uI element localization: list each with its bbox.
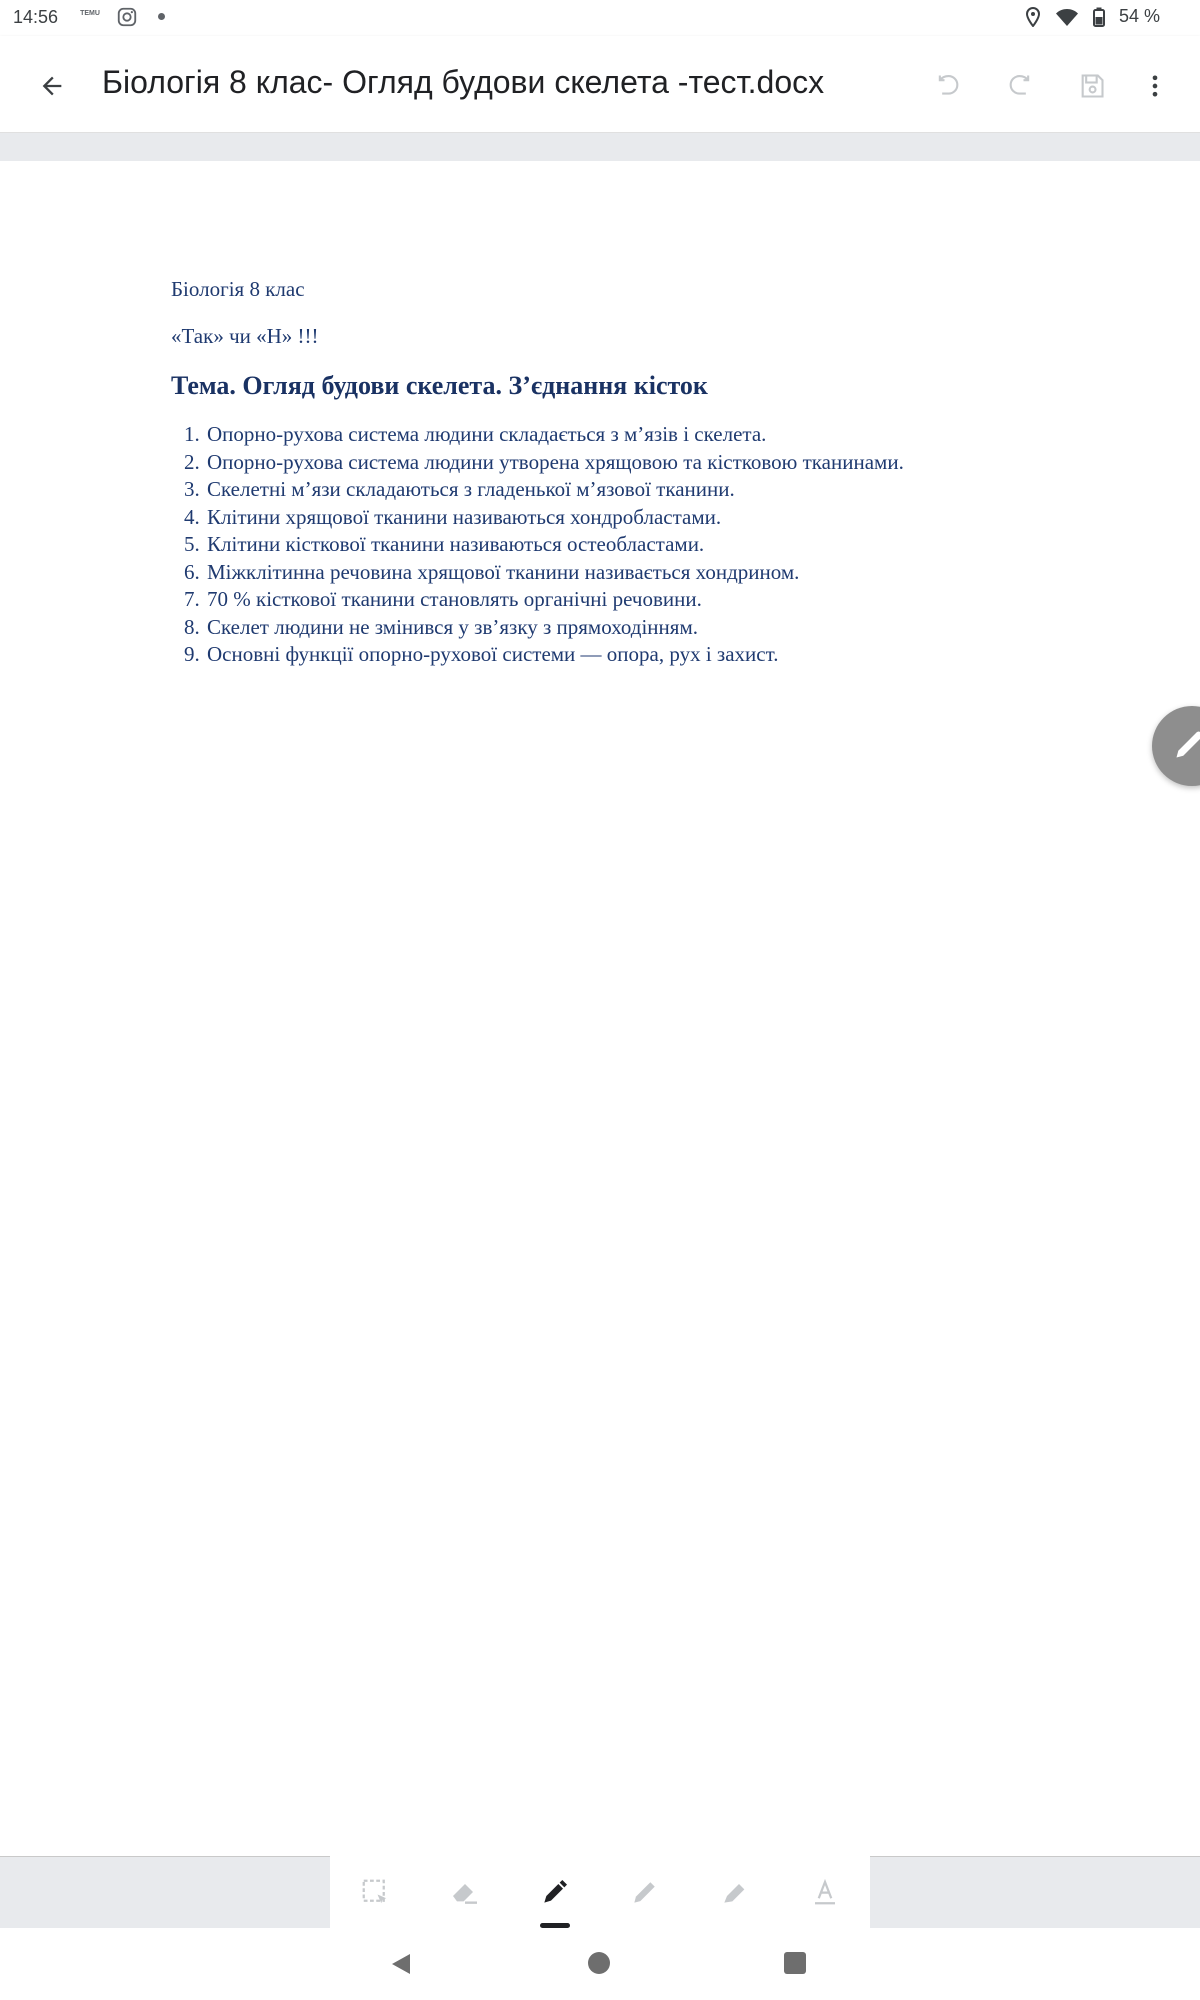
battery-percent: 54 %	[1118, 6, 1160, 26]
redo-icon	[1006, 72, 1034, 100]
battery-icon	[1093, 7, 1105, 27]
highlighter-tool[interactable]	[711, 1868, 759, 1916]
more-options-button[interactable]	[1135, 66, 1175, 106]
app-toolbar	[0, 36, 1200, 133]
document-title: Біологія 8 клас- Огляд будови скелета -тест.docx	[102, 64, 825, 100]
redo-button[interactable]	[1000, 66, 1040, 106]
lasso-select-tool[interactable]	[351, 1868, 399, 1916]
document-content	[171, 277, 1071, 669]
page-separator	[0, 133, 1200, 161]
status-bar	[0, 0, 1200, 36]
location-icon	[1025, 7, 1041, 27]
nav-back-icon[interactable]	[390, 1952, 412, 1976]
list-item: 3. Скелетні м’язи складаються з гладенької м’язової тканини.	[205, 476, 1071, 504]
list-item: 7. 70 % кісткової тканини становлять органічні речовини.	[205, 586, 1071, 614]
annotation-toolbar	[330, 1856, 870, 1928]
list-item: 5. Клітини кісткової тканини називаються остеобластами.	[205, 531, 1071, 559]
lasso-select-icon	[360, 1877, 390, 1907]
list-item: 8. Скелет людини не змінився у зв’язку з прямоходінням.	[205, 614, 1071, 642]
list-item: 1. Опорно-рухова система людини складається з м’язів і скелета.	[205, 421, 1071, 449]
back-button[interactable]	[30, 64, 74, 108]
pen-tool[interactable]	[531, 1868, 579, 1916]
list-item: 9. Основні функції опорно-рухової системи — опора, рух і захист.	[205, 641, 1071, 669]
instagram-icon	[116, 6, 138, 28]
list-item: 2. Опорно-рухова система людини утворена хрящовою та кістковою тканинами.	[205, 449, 1071, 477]
highlighter-icon	[719, 1876, 751, 1908]
undo-button[interactable]	[928, 66, 968, 106]
document-instruction-line: «Так» чи «Н» !!!	[171, 324, 319, 348]
nav-recents-icon[interactable]	[784, 1952, 806, 1974]
save-button[interactable]	[1072, 66, 1112, 106]
eraser-tool[interactable]	[441, 1868, 489, 1916]
document-topic-heading: Тема. Огляд будови скелета. З’єднання кісток	[171, 371, 708, 400]
document-page[interactable]	[0, 161, 1200, 1856]
text-tool[interactable]	[801, 1868, 849, 1916]
pencil-icon	[629, 1876, 661, 1908]
temu-app-icon: TEMU	[80, 10, 100, 17]
list-item: 6. Міжклітинна речовина хрящової тканини називається хондрином.	[205, 559, 1071, 587]
list-item: 4. Клітини хрящової тканини називаються хондробластами.	[205, 504, 1071, 532]
pencil-icon	[1172, 726, 1200, 762]
undo-icon	[934, 72, 962, 100]
system-navigation-bar	[0, 1928, 1200, 2000]
text-icon	[810, 1877, 840, 1907]
more-vert-icon	[1141, 72, 1169, 100]
statement-list	[171, 421, 1071, 669]
pencil-tool[interactable]	[621, 1868, 669, 1916]
eraser-icon	[449, 1876, 481, 1908]
save-icon	[1078, 72, 1106, 100]
status-right-group	[1025, 6, 1160, 27]
nav-home-icon[interactable]	[588, 1952, 610, 1974]
arrow-left-icon	[38, 72, 66, 100]
pen-icon	[539, 1876, 571, 1908]
status-time: 14:56	[13, 7, 59, 27]
wifi-icon	[1055, 7, 1079, 27]
notification-dot-icon	[158, 13, 165, 20]
document-subject-line: Біологія 8 клас	[171, 277, 305, 301]
